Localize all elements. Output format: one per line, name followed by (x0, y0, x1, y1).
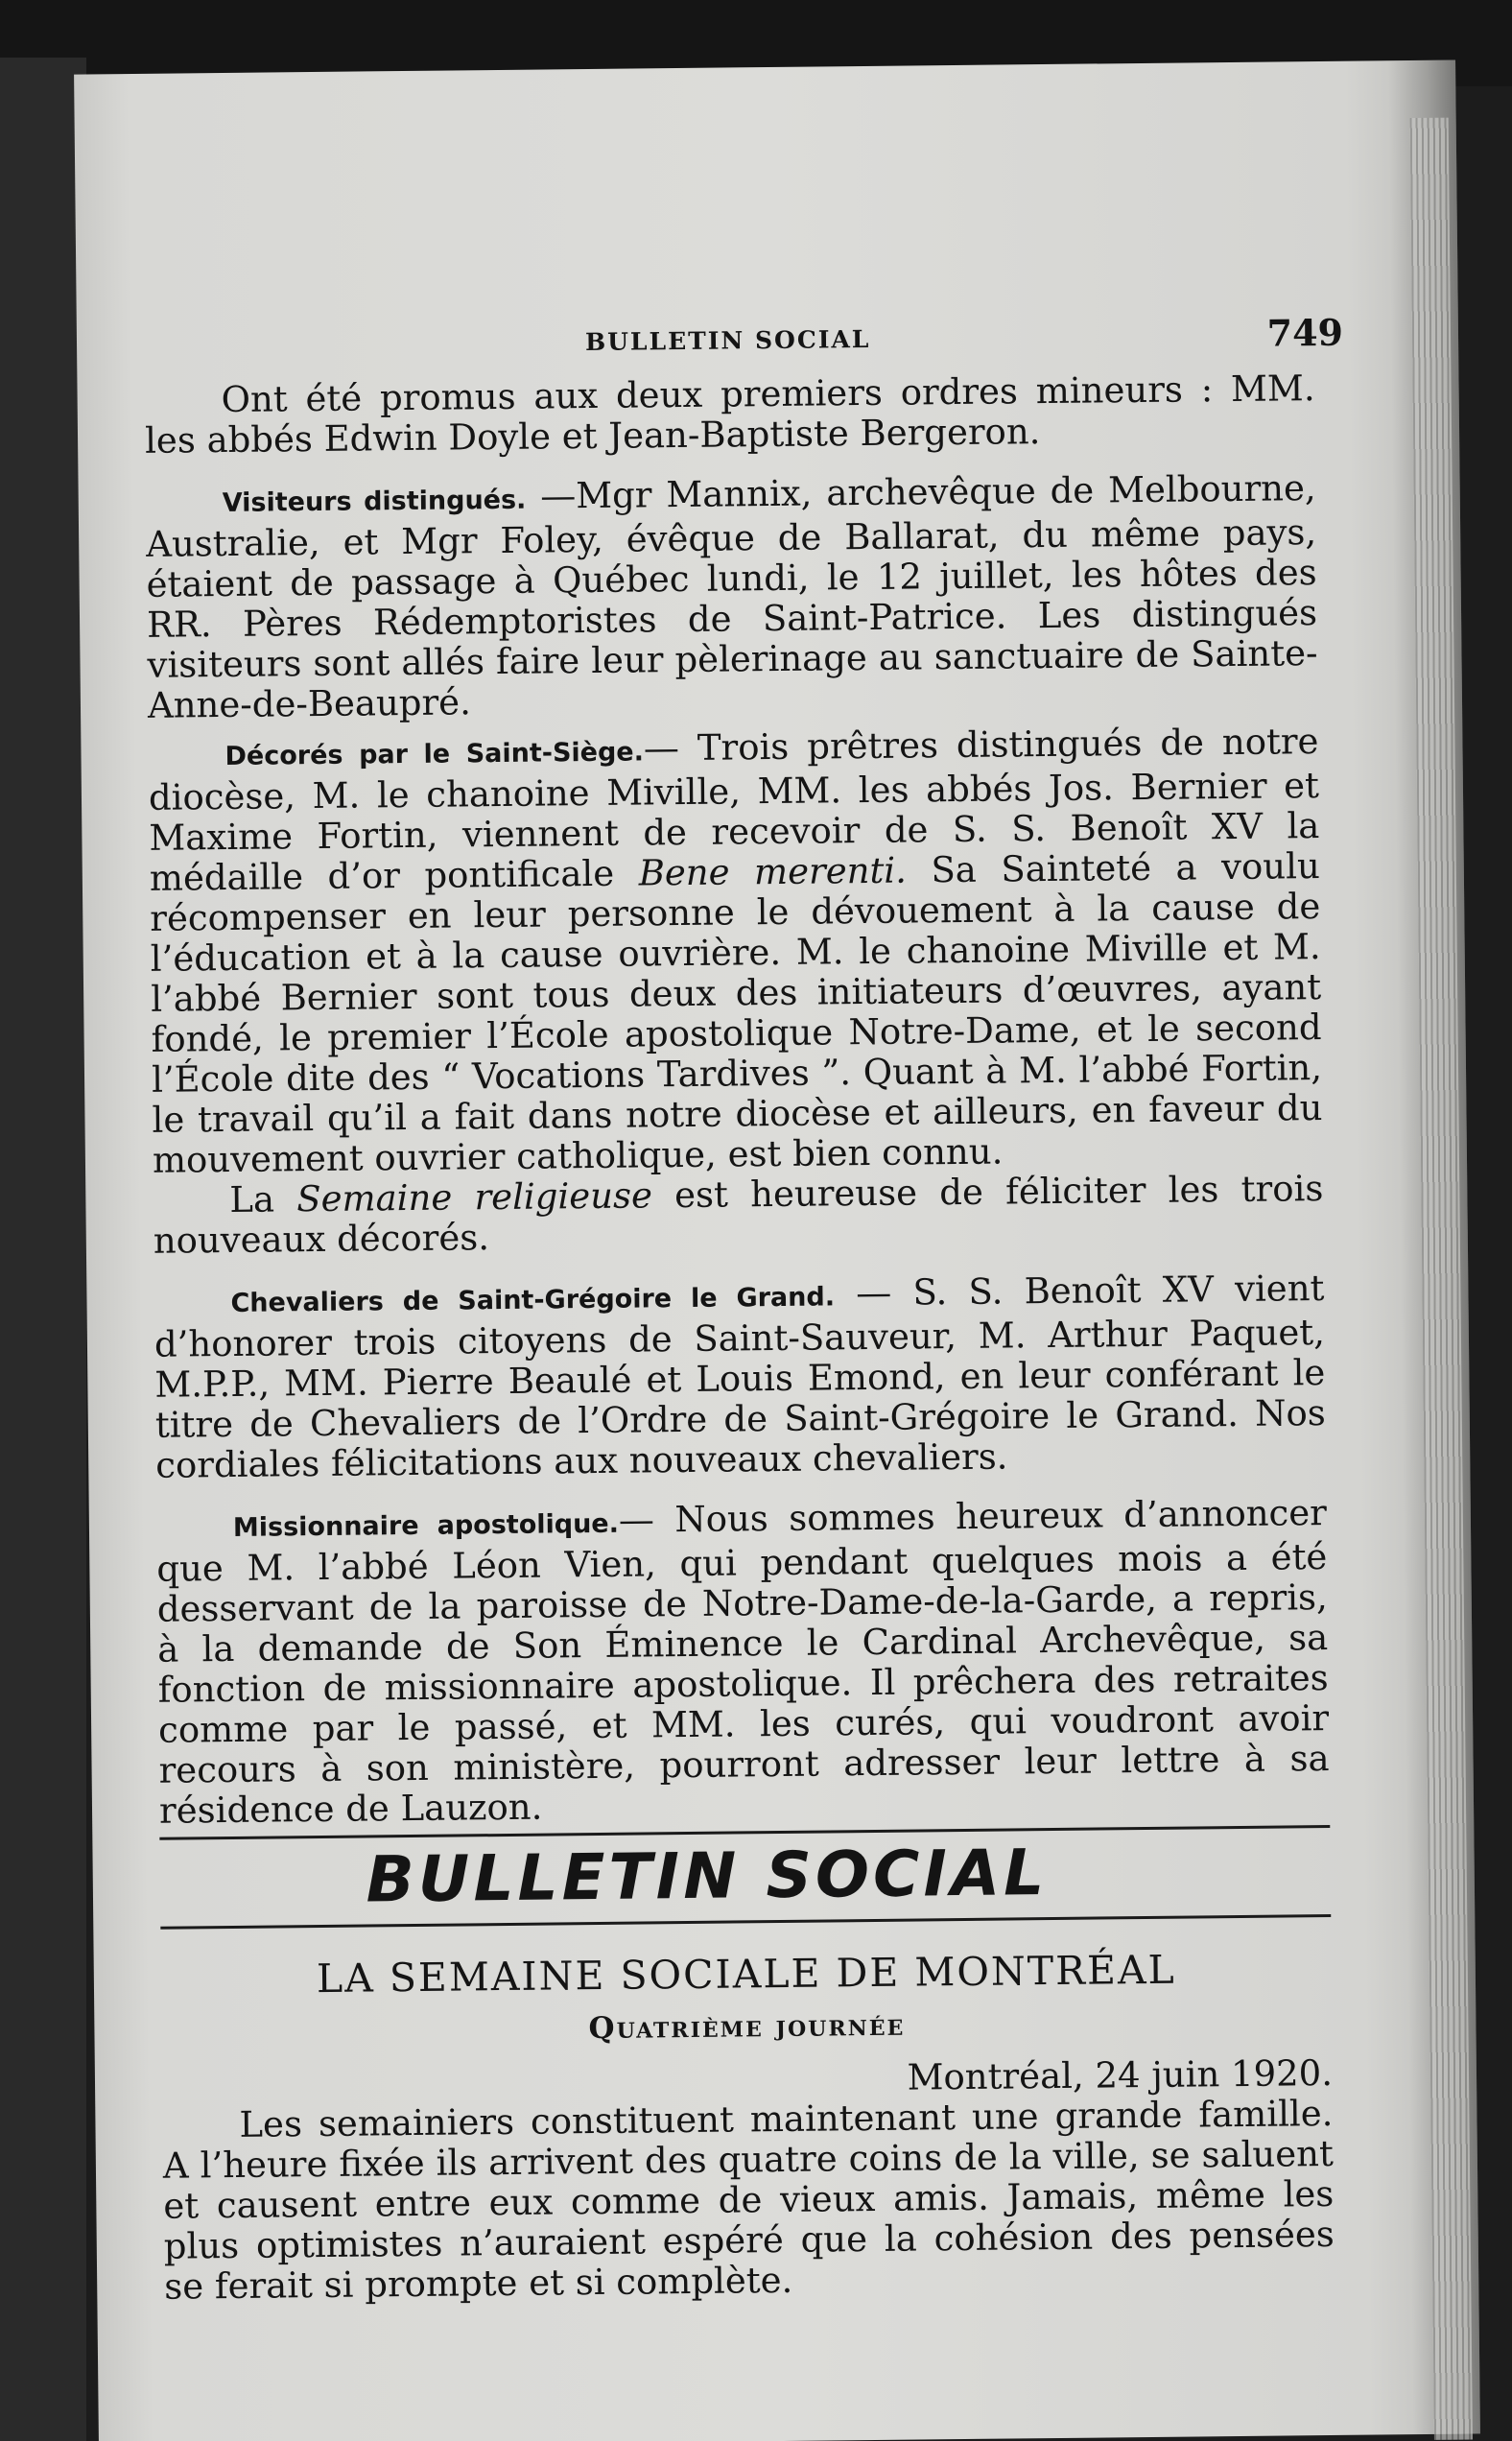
scan-background-left (0, 58, 86, 2441)
paragraph-semaine-italic: Semaine religieuse (296, 1174, 653, 1220)
paragraph-ordinations: Ont été promus aux deux premiers ordres mineurs : MM. les abbés Edwin Doyle et Jean-Baptiste Bergeron. (144, 367, 1315, 462)
paragraph-missionnaire-text: — Nous sommes heureux d’annoncer que M. l’abbé Léon Vien, qui pendant quelques mois a été desservant de la paroisse de Notre-Dame-de-la-Garde, a repris, à la demande de Son Éminence le Cardinal Archevêque, sa fonction de missionnaire apostolique. Il prêchera des retraites comme par le passé, et MM. les curés, qui voudront avoir recours à son ministère, pourront adresser leur lettre à sa résidence de Lauzon. (156, 1492, 1330, 1832)
paragraph-chevaliers (154, 1268, 1326, 1486)
paragraph-visiteurs-text: —Mgr Mannix, archevêque de Melbourne, Australie, et Mgr Foley, évêque de Ballarat, du même pays, étaient de passage à Québec lundi, le 12 juillet, les hôtes des RR. Pères Rédemptoristes de Saint-Patrice. Les distingués visiteurs sont allés faire leur pèlerinage au sanctuaire de Sainte-Anne-de-Beaupré. (145, 467, 1318, 726)
dateline: Montréal, 24 juin 1920. (907, 2051, 1334, 2098)
paragraph-semaine-b: est heureuse de féliciter les trois nouveaux décorés. (153, 1168, 1324, 1262)
paragraph-chevaliers-text: — S. S. Benoît XV vient d’honorer trois citoyens de Saint-Sauveur, M. Arthur Paquet, M.P.P., MM. Pierre Beaulé et Louis Emond, en leur conférant le titre de Chevaliers de l’Ordre de Saint-Grégoire le Grand. Nos cordiales félicitations aux nouveaux chevaliers. (154, 1268, 1326, 1486)
page-text (144, 310, 1344, 2308)
article-subtitle: Quatrième journée (588, 2007, 906, 2047)
paragraph-decores (148, 722, 1323, 1181)
paragraph-semainiers: Les semainiers constituent maintenant une grande famille. A l’heure fixée ils arrivent des quatre coins de la ville, se saluent et causent entre eux comme de vieux amis. Jamais, même les plus optimistes n’auraient espéré que la cohésion des pensées se ferait si prompte et si complète. (162, 2092, 1335, 2308)
paragraph-semaine (153, 1169, 1324, 1262)
runin-heading-missionnaire: Missionnaire apostolique. (232, 1508, 620, 1543)
paragraph-visiteurs (146, 468, 1319, 726)
paragraph-missionnaire (156, 1493, 1330, 1832)
paragraph-semaine-a: La (229, 1178, 297, 1220)
running-title: BULLETIN SOCIAL (584, 324, 871, 357)
paragraph-decores-italic: Bene merenti. (638, 849, 908, 894)
paragraph-decores-text-b: Sa Sainteté a voulu récompenser en leur personne le dévouement à la cause de l’éducation et à la cause ouvrière. M. le chanoine Miville et M. l’abbé Bernier sont tous deux des initiateurs d’œuvres, ayant fondé, le premier l’École apostolique Notre-Dame, et le second l’École dite des “ Vocations Tardives ”. Quant à M. l’abbé Fortin, le travail qu’il a fait dans notre diocèse et ailleurs, en faveur du mouvement ouvrier catholique, est bien connu. (150, 845, 1323, 1181)
runin-heading-chevaliers: Chevaliers de Saint-Grégoire le Grand. (230, 1282, 836, 1318)
article-title: LA SEMAINE SOCIALE DE MONTRÉAL (316, 1946, 1177, 2003)
page-header (144, 310, 1344, 381)
runin-heading-decores: Décorés par le Saint-Siège. (224, 737, 645, 771)
section-banner: BULLETIN SOCIAL (366, 1836, 1049, 1917)
paragraph-decores-text-a: — Trois prêtres distingués de notre diocèse, M. le chanoine Miville, MM. les abbés Jos. Bernier et Maxime Fortin, viennent de recevoir de S. S. Benoît XV la médaille d’or pontificale (148, 721, 1320, 899)
page-number: 749 (1266, 310, 1344, 355)
book-page (74, 60, 1480, 2441)
runin-heading-visiteurs: Visiteurs distingués. (222, 485, 527, 519)
